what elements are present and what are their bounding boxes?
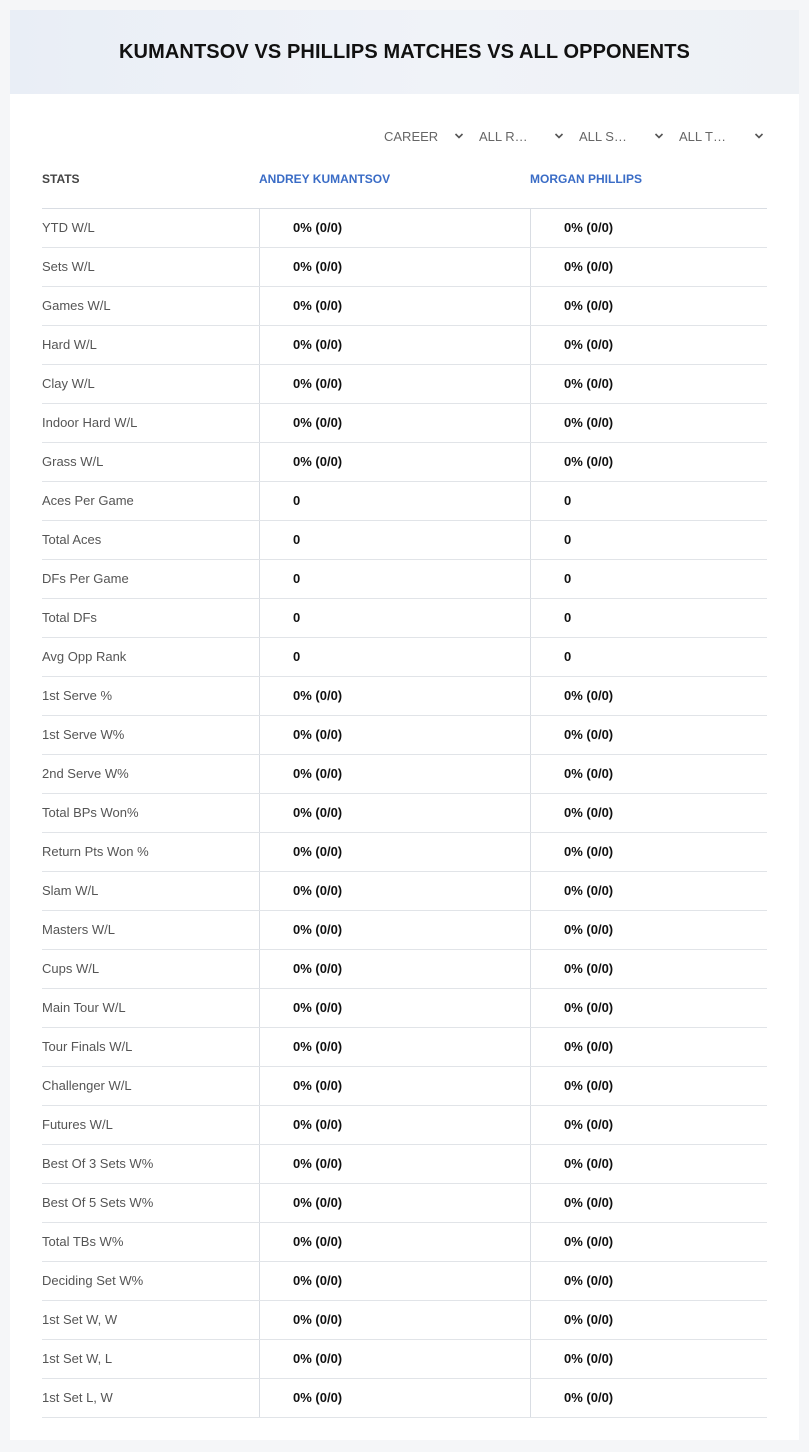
stat-name: Masters W/L [42, 922, 115, 937]
filter-surface-label: ALL S… [579, 128, 627, 144]
column-header-stats: STATS [42, 172, 80, 186]
stat-name: Best Of 3 Sets W% [42, 1156, 154, 1171]
table-row [42, 755, 767, 794]
player1-value: 0% (0/0) [259, 1223, 530, 1261]
stat-name: 1st Set W, W [42, 1312, 118, 1327]
player1-value: 0% (0/0) [259, 326, 530, 364]
player2-value: 0% (0/0) [530, 716, 767, 754]
player2-value: 0% (0/0) [530, 404, 767, 442]
player1-value: 0% (0/0) [259, 443, 530, 481]
player1-value: 0 [259, 521, 530, 559]
player1-value: 0% (0/0) [259, 950, 530, 988]
stat-name: Total Aces [42, 532, 102, 547]
stat-name: Main Tour W/L [42, 1000, 126, 1015]
table-row [42, 521, 767, 560]
player2-value: 0% (0/0) [530, 248, 767, 286]
stat-name: DFs Per Game [42, 571, 129, 586]
table-header [42, 166, 767, 209]
stat-name: Futures W/L [42, 1117, 113, 1132]
table-row [42, 404, 767, 443]
chevron-down-icon [454, 131, 464, 141]
player2-value: 0% (0/0) [530, 1028, 767, 1066]
table-row [42, 989, 767, 1028]
player1-value: 0% (0/0) [259, 1340, 530, 1378]
table-row [42, 443, 767, 482]
player2-value: 0% (0/0) [530, 365, 767, 403]
table-row [42, 833, 767, 872]
player2-value: 0 [530, 482, 767, 520]
player1-value: 0% (0/0) [259, 872, 530, 910]
player1-value: 0% (0/0) [259, 1145, 530, 1183]
player1-value: 0% (0/0) [259, 404, 530, 442]
table-row [42, 1262, 767, 1301]
player2-value: 0% (0/0) [530, 989, 767, 1027]
stat-name: 1st Set W, L [42, 1351, 113, 1366]
stats-table [42, 166, 767, 1418]
player2-value: 0% (0/0) [530, 1106, 767, 1144]
player1-value: 0% (0/0) [259, 911, 530, 949]
player2-value: 0% (0/0) [530, 209, 767, 247]
table-row [42, 1223, 767, 1262]
player1-value: 0% (0/0) [259, 1106, 530, 1144]
table-row [42, 794, 767, 833]
player2-value: 0% (0/0) [530, 1184, 767, 1222]
chevron-down-icon [554, 131, 564, 141]
stat-name: Tour Finals W/L [42, 1039, 133, 1054]
player2-value: 0 [530, 560, 767, 598]
stat-name: Total DFs [42, 610, 97, 625]
stat-name: YTD W/L [42, 220, 95, 235]
table-row [42, 1340, 767, 1379]
table-row [42, 248, 767, 287]
stat-name: Games W/L [42, 298, 111, 313]
player2-value: 0% (0/0) [530, 950, 767, 988]
player2-value: 0% (0/0) [530, 755, 767, 793]
player2-value: 0% (0/0) [530, 1301, 767, 1339]
filter-round-label: ALL R… [479, 128, 528, 144]
table-row [42, 365, 767, 404]
table-row [42, 1106, 767, 1145]
player1-value: 0% (0/0) [259, 833, 530, 871]
table-row [42, 482, 767, 521]
player1-value: 0 [259, 599, 530, 637]
table-row [42, 1145, 767, 1184]
player1-value: 0% (0/0) [259, 287, 530, 325]
stat-name: Grass W/L [42, 454, 104, 469]
table-row [42, 1301, 767, 1340]
stat-name: Return Pts Won % [42, 844, 149, 859]
stat-name: Total TBs W% [42, 1234, 124, 1249]
player2-value: 0 [530, 599, 767, 637]
player2-value: 0% (0/0) [530, 677, 767, 715]
chevron-down-icon [754, 131, 764, 141]
player1-value: 0% (0/0) [259, 1379, 530, 1417]
stat-name: Clay W/L [42, 376, 95, 391]
stat-name: 1st Set L, W [42, 1390, 113, 1405]
stat-name: Total BPs Won% [42, 805, 139, 820]
player2-value: 0% (0/0) [530, 1262, 767, 1300]
player2-value: 0% (0/0) [530, 1340, 767, 1378]
player1-value: 0% (0/0) [259, 1184, 530, 1222]
player1-value: 0% (0/0) [259, 989, 530, 1027]
player2-value: 0 [530, 638, 767, 676]
player2-link[interactable]: MORGAN PHILLIPS [530, 172, 643, 186]
player1-value: 0% (0/0) [259, 1028, 530, 1066]
table-row [42, 677, 767, 716]
table-body [42, 209, 767, 1418]
table-row [42, 287, 767, 326]
player2-value: 0% (0/0) [530, 287, 767, 325]
stat-name: Deciding Set W% [42, 1273, 144, 1288]
player2-value: 0 [530, 521, 767, 559]
player1-value: 0% (0/0) [259, 716, 530, 754]
table-row [42, 1184, 767, 1223]
stat-name: Hard W/L [42, 337, 97, 352]
table-row [42, 638, 767, 677]
player1-value: 0% (0/0) [259, 1262, 530, 1300]
filter-period-label: CAREER [384, 128, 439, 144]
stat-name: 2nd Serve W% [42, 766, 129, 781]
player2-value: 0% (0/0) [530, 833, 767, 871]
player1-value: 0% (0/0) [259, 365, 530, 403]
stat-name: Aces Per Game [42, 493, 134, 508]
stat-name: Best Of 5 Sets W% [42, 1195, 154, 1210]
filter-bar [10, 126, 799, 146]
player2-value: 0% (0/0) [530, 1067, 767, 1105]
player1-value: 0 [259, 482, 530, 520]
player1-value: 0% (0/0) [259, 677, 530, 715]
stat-name: 1st Serve % [42, 688, 113, 703]
player1-value: 0% (0/0) [259, 1301, 530, 1339]
table-row [42, 560, 767, 599]
filter-round-select[interactable] [479, 126, 564, 146]
stat-name: Cups W/L [42, 961, 100, 976]
stat-name: Indoor Hard W/L [42, 415, 138, 430]
player2-value: 0% (0/0) [530, 1145, 767, 1183]
table-row [42, 716, 767, 755]
filter-period-select[interactable] [384, 126, 464, 146]
player1-value: 0% (0/0) [259, 794, 530, 832]
table-row [42, 326, 767, 365]
player1-value: 0% (0/0) [259, 248, 530, 286]
stat-name: Challenger W/L [42, 1078, 132, 1093]
table-row [42, 1028, 767, 1067]
player1-value: 0 [259, 638, 530, 676]
table-row [42, 911, 767, 950]
comparison-card [10, 10, 799, 1440]
player2-value: 0% (0/0) [530, 911, 767, 949]
player2-value: 0% (0/0) [530, 794, 767, 832]
table-row [42, 1379, 767, 1418]
player1-value: 0% (0/0) [259, 209, 530, 247]
player1-value: 0% (0/0) [259, 755, 530, 793]
player2-value: 0% (0/0) [530, 872, 767, 910]
stat-name: 1st Serve W% [42, 727, 125, 742]
table-row [42, 950, 767, 989]
player1-value: 0 [259, 560, 530, 598]
player2-value: 0% (0/0) [530, 1223, 767, 1261]
player1-value: 0% (0/0) [259, 1067, 530, 1105]
table-row [42, 1067, 767, 1106]
chevron-down-icon [654, 131, 664, 141]
stat-name: Sets W/L [42, 259, 95, 274]
card-header [10, 10, 799, 94]
stat-name: Slam W/L [42, 883, 99, 898]
table-row [42, 872, 767, 911]
player2-value: 0% (0/0) [530, 1379, 767, 1417]
stat-name: Avg Opp Rank [42, 649, 127, 664]
player1-link[interactable]: ANDREY KUMANTSOV [259, 172, 391, 186]
table-row [42, 209, 767, 248]
filter-tournament-select[interactable] [679, 126, 764, 146]
player2-value: 0% (0/0) [530, 443, 767, 481]
filter-surface-select[interactable] [579, 126, 664, 146]
page-title: KUMANTSOV VS PHILLIPS MATCHES VS ALL OPPONENTS [119, 40, 690, 63]
table-row [42, 599, 767, 638]
filter-tournament-label: ALL T… [679, 128, 726, 144]
player2-value: 0% (0/0) [530, 326, 767, 364]
